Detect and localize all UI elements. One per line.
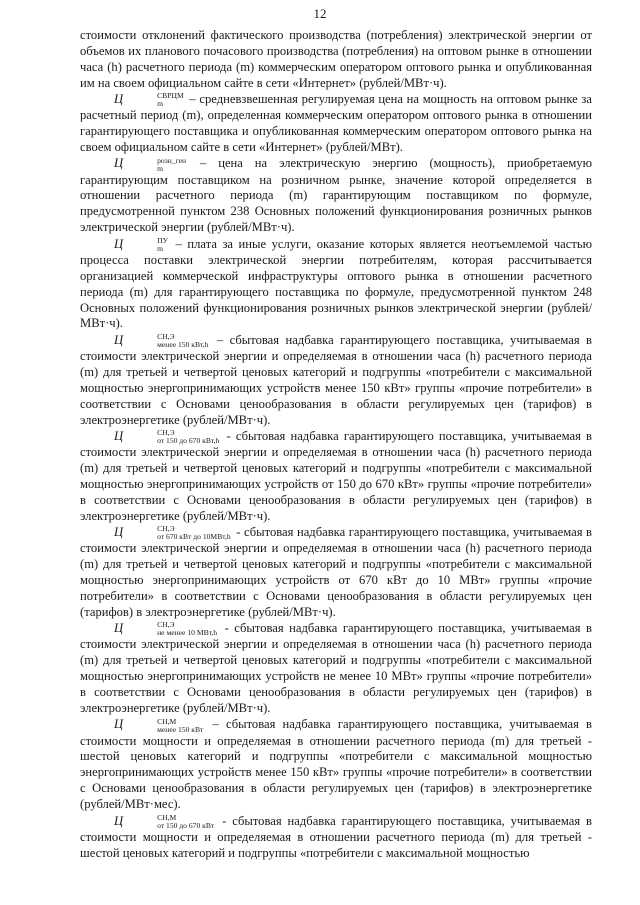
formula-subscript: менее 150 кВт,h (157, 339, 209, 349)
definition-text: – сбытовая надбавка гарантирующего поставщика, учитываемая в стоимости электрической энергии и определяемая в отношении часа (h) расчетного периода (m) для третьей и четвертой ценовых категорий и подгруппы «потребители с максимальной мощностью энергопринимающих устройств менее 150 кВт» группы «прочие потребители» в соответствии с Основами ценообразования в области регулируемых цен (тарифов) в электроэнергетике (рублей/МВт·ч). (80, 332, 592, 427)
definition-text: – средневзвешенная регулируемая цена на мощность на оптовом рынке за расчетный период (m), определенная коммерческим оператором оптового рынка в отношении гарантирующего поставщика и опубликованная коммерческим оператором оптового рынка на своем официальном сайте в сети «Интернет» (рублей/МВт). (80, 92, 592, 155)
paragraph-continuation (80, 28, 592, 92)
formula-superscript: СН,Э (157, 428, 175, 438)
formula-indices (123, 429, 219, 445)
formula-symbol: Ц (114, 92, 124, 107)
formula-subscript: не менее 10 МВт,h (157, 628, 218, 638)
formula-subscript: m (157, 163, 164, 173)
formula-indices (123, 157, 186, 173)
definition-sn-e-lt150 (80, 333, 592, 429)
formula-indices (123, 718, 203, 734)
formula-superscript: СН,М (157, 812, 177, 822)
definition-text: – плата за иные услуги, оказание которых является неотъемлемой частью процесса поставки электрической энергии потребителям, которая рассчитывается организацией коммерческой инфраструктуры оптового рынка в отношении расчетного периода (m) для гарантирующего поставщика по формуле, предусмотренной пунктом 248 Основных положений функционирования розничных рынков электрической энергии (рублей/МВт·ч). (80, 236, 592, 331)
definition-sn-m-lt150 (80, 717, 592, 813)
definition-pu (80, 237, 592, 333)
formula-symbol: Ц (114, 428, 124, 443)
formula-subscript: m (157, 99, 164, 109)
formula-symbol: Ц (114, 813, 124, 828)
formula-symbol: Ц (114, 525, 124, 540)
formula-superscript: ПУ (157, 235, 168, 245)
definition-rozn-gen (80, 156, 592, 236)
formula-indices (123, 92, 184, 108)
formula-superscript: СН,М (157, 716, 177, 726)
formula-subscript: от 150 до 670 кВт (157, 820, 215, 830)
definition-sn-e-150-670 (80, 429, 592, 525)
formula-symbol: Ц (114, 236, 124, 251)
formula-superscript: СН,Э (157, 620, 175, 630)
formula-indices (123, 525, 231, 541)
formula-indices (123, 333, 208, 349)
paragraph-text: стоимости отклонений фактического производства (потребления) электрической энергии от объемов их планового почасового производства (потребления) на оптовом рынке в отношении часа (h) расчетного периода (m) коммерческим оператором оптового рынка и опубликованная им на своем официальном сайте в сети «Интернет» (рублей/МВт·ч). (80, 28, 592, 90)
definition-text: – цена на электрическую энергию (мощность), приобретаемую гарантирующим поставщиком на розничном рынке, значение которой определяется в отношении расчетного периода (m) гарантирующим поставщиком по формуле, предусмотренной пунктом 238 Основных положений функционирования розничных рынков электрической энергии (рублей/МВт·ч). (80, 156, 592, 235)
formula-subscript: m (157, 243, 164, 253)
formula-symbol: Ц (114, 621, 124, 636)
formula-indices (123, 237, 168, 253)
definition-sn-m-150-670 (80, 814, 592, 862)
definition-svrcm (80, 92, 592, 156)
definition-text: – сбытовая надбавка гарантирующего поставщика, учитываемая в стоимости мощности и определяемая в отношении расчетного периода (m) для третьей - шестой ценовых категорий и подгруппы «потребители с максимальной мощностью энергопринимающих устройств менее 150 кВт» группы «прочие потребители» в соответствии с Основами ценообразования в области регулируемых цен (тарифов) в электроэнергетике (рублей/МВт·мес). (80, 717, 592, 812)
formula-subscript: от 670 кВт до 10МВт,h (157, 532, 231, 542)
formula-superscript: СН,Э (157, 331, 175, 341)
definition-text: - сбытовая надбавка гарантирующего поставщика, учитываемая в стоимости электрической энергии и определяемая в отношении часа (h) расчетного периода (m) для третьей и четвертой ценовых категорий и подгруппы «потребители с максимальной мощностью энергопринимающих устройств не менее 10 МВт» группы «прочие потребители» в соответствии с Основами ценообразования в области регулируемых цен (тарифов) в электроэнергетике (рублей/МВт·ч). (80, 621, 592, 715)
page-number: 12 (313, 6, 327, 21)
formula-superscript: СВРЦМ (157, 91, 184, 101)
formula-indices (123, 814, 214, 830)
definition-text: - сбытовая надбавка гарантирующего поставщика, учитываемая в стоимости электрической энергии и определяемая в отношении часа (h) расчетного периода (m) для третьей и четвертой ценовых категорий и подгруппы «потребители с максимальной мощностью энергопринимающих устройств от 150 до 670 кВт» группы «прочие потребители» в соответствии с Основами ценообразования в области регулируемых цен (тарифов) в электроэнергетике (рублей/МВт·ч). (80, 428, 592, 523)
definition-text: - сбытовая надбавка гарантирующего поставщика, учитываемая в стоимости мощности и определяемая в отношении расчетного периода (m) для третьей - шестой ценовых категорий и подгруппы «потребители с максимальной мощностью (80, 813, 592, 860)
formula-subscript: от 150 до 670 кВт,h (157, 436, 220, 446)
formula-symbol: Ц (114, 156, 124, 171)
definition-sn-e-gte10mw (80, 621, 592, 717)
formula-symbol: Ц (114, 717, 124, 732)
formula-indices (123, 621, 217, 637)
definition-sn-e-670-10mw (80, 525, 592, 621)
formula-superscript: СН,Э (157, 524, 175, 534)
formula-symbol: Ц (114, 332, 124, 347)
document-body (80, 28, 592, 862)
formula-subscript: менее 150 кВт (157, 724, 204, 734)
definition-text: - сбытовая надбавка гарантирующего поставщика, учитываемая в стоимости электрической энергии и определяемая в отношении часа (h) расчетного периода (m) для третьей и четвертой ценовых категорий и подгруппы «потребители с максимальной мощностью энергопринимающих устройств от 670 кВт до 10 МВт» группы «прочие потребители» в соответствии с Основами ценообразования в области регулируемых цен (тарифов) в электроэнергетике (рублей/МВт·ч). (80, 525, 592, 619)
formula-superscript: розн_ген (157, 155, 187, 165)
